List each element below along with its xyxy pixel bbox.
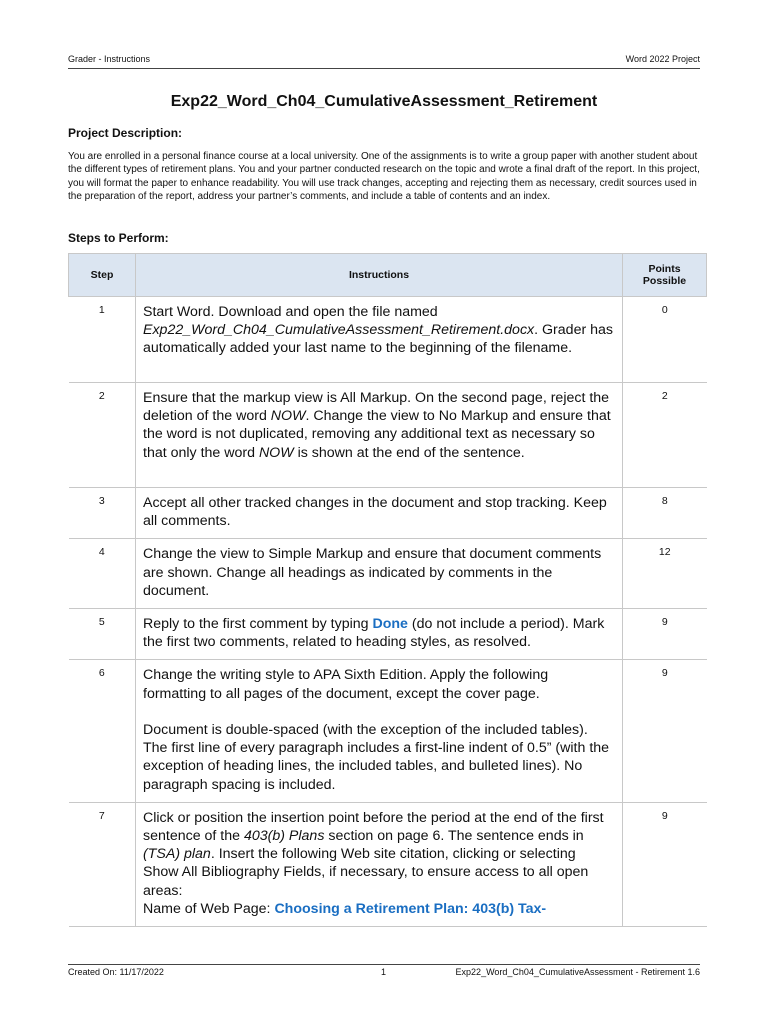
step-points: 9 (623, 609, 707, 660)
step-instructions (136, 609, 623, 660)
table-header-row (69, 254, 707, 297)
points-column-header (623, 254, 707, 297)
table-row (69, 802, 707, 926)
points-header-line1: Points (648, 263, 681, 275)
emphasis-word: NOW (258, 444, 294, 461)
page-header (68, 54, 700, 69)
instruction-text: Ensure that the markup view is All Markup. On the second page, reject the deletion of the word (143, 390, 610, 425)
page-footer (68, 964, 700, 979)
step-number: 6 (69, 660, 136, 802)
step-points: 8 (623, 488, 707, 539)
project-description-heading: Project Description: (68, 126, 183, 140)
instruction-text: Change the view to Simple Markup and ensure that document comments are shown. Change all headings as indicated by comments in the document. (143, 546, 602, 599)
footer-document-name: Exp22_Word_Ch04_CumulativeAssessment - Retirement 1.6 (455, 967, 700, 977)
footer-page-number: 1 (381, 967, 387, 977)
step-points: 12 (623, 539, 707, 609)
emphasis-word: 403(b) Plans (243, 828, 325, 845)
table-row (69, 660, 707, 802)
step-number: 2 (69, 383, 136, 488)
instruction-text: (do not include a period). Mark the first two comments, related to heading styles, as resolved. (143, 616, 605, 651)
project-description-text: You are enrolled in a personal finance course at a local university. One of the assignments is to write a group paper with another student about the different types of retirement plans. You and your partner conducted research on the topic and wrote a final draft of the report. In this project, you will format the paper to enhance readability. You will use track changes, accepting and rejecting them as necessary, credit sources used in the preparation of the report, address your partner’s comments, and include a table of contents and an index. (68, 151, 700, 202)
highlighted-text: Choosing a Retirement Plan: 403(b) Tax- (274, 900, 547, 917)
file-name: Exp22_Word_Ch04_CumulativeAssessment_Retirement.docx (143, 322, 535, 339)
steps-heading: Steps to Perform: (68, 231, 169, 245)
step-number: 4 (69, 539, 136, 609)
table-row (69, 297, 707, 383)
document-title: Exp22_Word_Ch04_CumulativeAssessment_Retirement (170, 93, 598, 110)
step-number: 5 (69, 609, 136, 660)
instruction-text: . Change the view to No Markup and ensure that the word is not duplicated, removing any additional text as necessary so that only the word (143, 408, 611, 461)
emphasis-word: (TSA) plan (143, 846, 211, 863)
instruction-text: Click or position the insertion point before the period at the end of the first sentence of the (143, 809, 604, 845)
step-instructions (136, 488, 623, 539)
instruction-text: Name of Web Page: (143, 900, 275, 917)
header-left: Grader - Instructions (68, 54, 151, 64)
instruction-text: section on page 6. The sentence ends in (324, 828, 584, 845)
table-row (69, 488, 707, 539)
highlighted-text: Done (372, 616, 408, 633)
points-header-line2: Possible (642, 275, 687, 287)
step-points: 0 (623, 297, 707, 383)
steps-table (68, 253, 707, 927)
step-instructions (136, 660, 623, 802)
step-instructions (136, 383, 623, 488)
footer-created-date: Created On: 11/17/2022 (68, 967, 164, 977)
step-instructions (136, 802, 623, 926)
instructions-column-header: Instructions (136, 254, 623, 297)
step-instructions (136, 297, 623, 383)
instruction-text: Document is double-spaced (with the exception of the included tables). The first line of every paragraph includes a first-line indent of 0.5” (with the exception of heading lines, the included tables, and bulleted lines). No paragraph spacing is included. (143, 722, 610, 793)
emphasis-word: NOW (270, 408, 306, 425)
instruction-text: Accept all other tracked changes in the document and stop tracking. Keep all comments. (143, 495, 607, 530)
step-number: 1 (69, 297, 136, 383)
step-points: 2 (623, 383, 707, 488)
instruction-text: . Insert the following Web site citation, clicking or selecting Show All Bibliography Fields, if necessary, to ensure access to all open areas: (143, 846, 589, 899)
instruction-text: . Grader has automatically added your last name to the beginning of the filename. (143, 322, 613, 357)
table-row (69, 609, 707, 660)
header-right: Word 2022 Project (625, 54, 700, 64)
table-row (69, 383, 707, 488)
step-column-header: Step (69, 254, 136, 297)
instruction-text: Start Word. Download and open the file named (143, 304, 438, 320)
instruction-text: is shown at the end of the sentence. (293, 444, 525, 461)
step-number: 7 (69, 802, 136, 926)
table-row (69, 539, 707, 609)
instruction-text: Change the writing style to APA Sixth Edition. Apply the following formatting to all pages of the document, except the cover page. (143, 667, 549, 702)
step-instructions (136, 539, 623, 609)
instruction-text: Reply to the first comment by typing (143, 616, 373, 633)
step-number: 3 (69, 488, 136, 539)
step-points: 9 (623, 660, 707, 802)
step-points: 9 (623, 802, 707, 926)
